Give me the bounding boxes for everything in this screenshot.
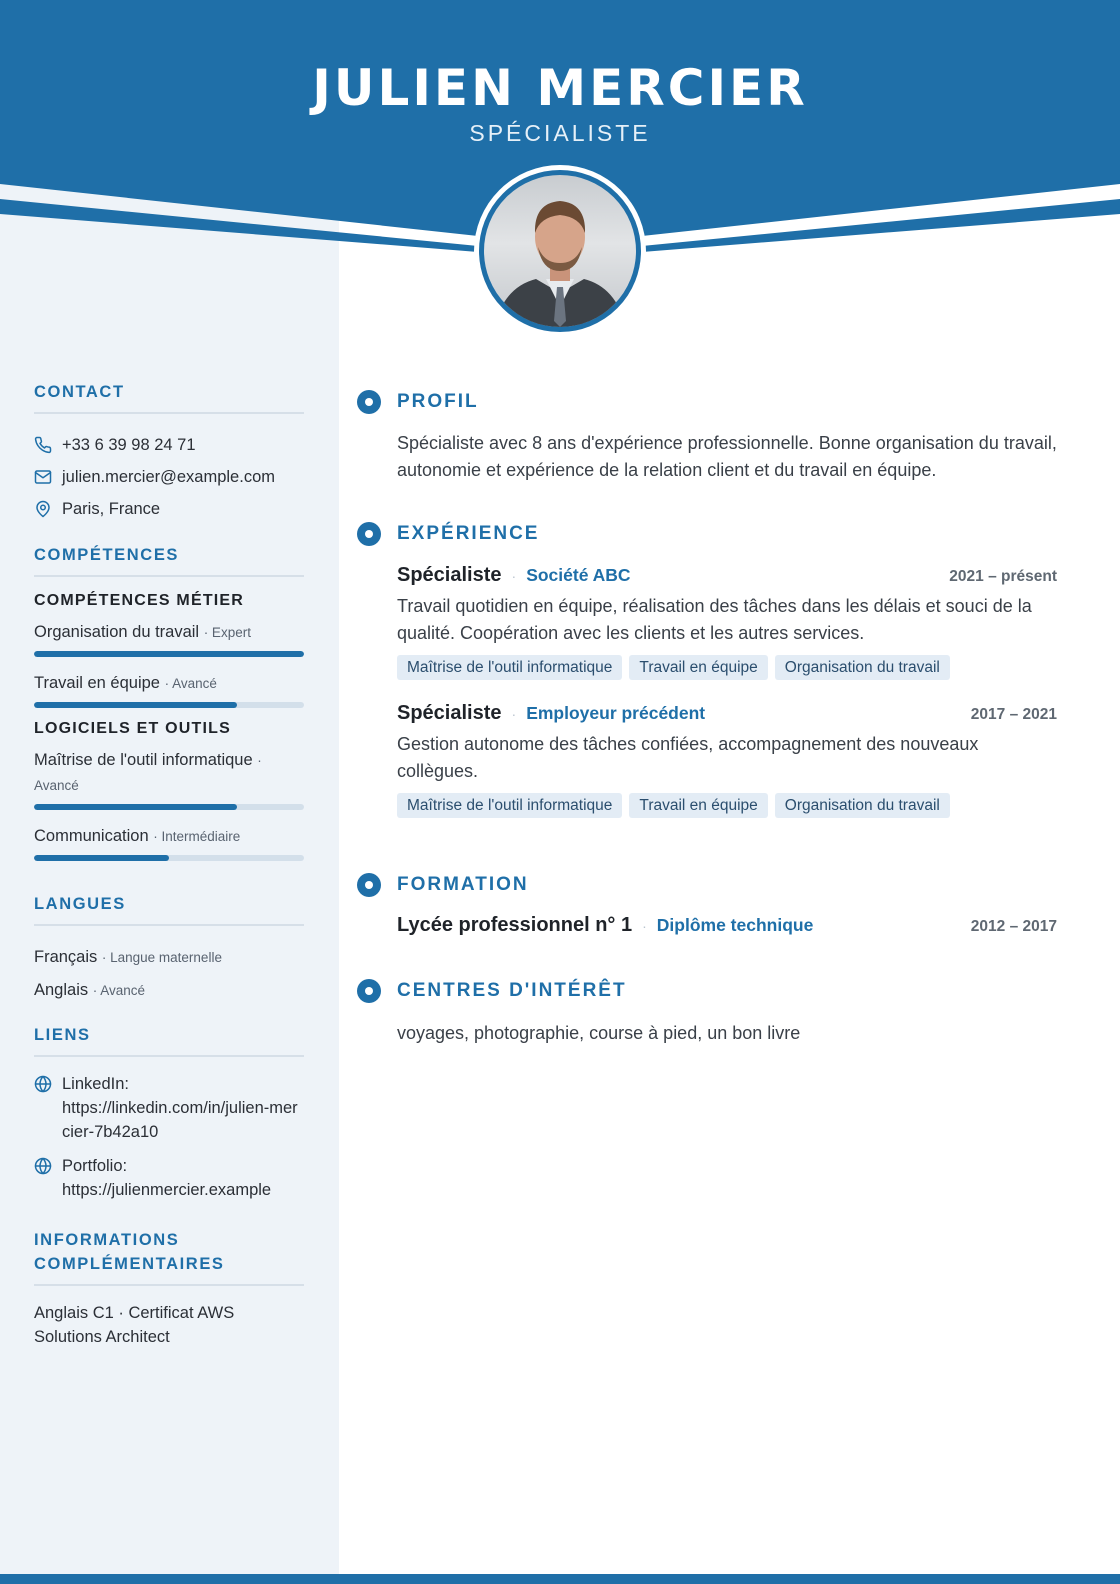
skill-item — [34, 748, 304, 798]
job-dates: 2021 – présent — [949, 568, 1057, 585]
skill-level: · Intermédiaire — [153, 829, 241, 844]
extra-info-text: Anglais C1 · Certificat AWS Solutions Architect — [34, 1304, 235, 1346]
interests-heading: CENTRES D'INTÉRÊT — [397, 980, 627, 1001]
link-portfolio[interactable] — [34, 1154, 304, 1202]
skill-bar-fill — [34, 702, 237, 708]
skill-tag: Travail en équipe — [629, 655, 767, 680]
interests-header — [357, 978, 1057, 1004]
skills-heading: COMPÉTENCES — [34, 543, 304, 577]
job-entry — [357, 564, 1057, 680]
link-linkedin[interactable] — [34, 1072, 304, 1144]
profile-header — [357, 389, 1057, 415]
mail-icon — [34, 468, 52, 486]
contact-phone[interactable] — [34, 429, 304, 461]
skill-level: · Expert — [203, 625, 251, 640]
education-school: Lycée professionnel n° 1 — [397, 914, 633, 936]
skill-tag: Travail en équipe — [629, 793, 767, 818]
avatar — [479, 170, 641, 332]
profile-section — [357, 389, 1057, 484]
separator-dot: · — [511, 706, 517, 722]
extra-info-section — [34, 1228, 304, 1349]
language-item — [34, 941, 304, 974]
languages-section — [34, 892, 304, 1007]
skill-bar — [34, 702, 304, 708]
skill-name: Maîtrise de l'outil informatique — [34, 751, 253, 769]
location-icon — [34, 500, 52, 518]
skill-bar-fill — [34, 855, 169, 861]
job-dates: 2017 – 2021 — [970, 706, 1057, 723]
skill-bar — [34, 804, 304, 810]
contact-section — [34, 380, 304, 525]
skill-level: · Avancé — [34, 753, 262, 793]
skill-tag: Organisation du travail — [775, 793, 950, 818]
skill-name: Travail en équipe — [34, 674, 160, 692]
profile-photo — [474, 165, 646, 337]
link-label: Portfolio: — [62, 1157, 128, 1175]
skill-item — [34, 620, 304, 645]
phone-value: +33 6 39 98 24 71 — [62, 435, 196, 454]
education-section — [357, 872, 1057, 937]
contact-email[interactable] — [34, 461, 304, 493]
language-item — [34, 974, 304, 1007]
education-header — [357, 872, 1057, 898]
job-header — [397, 702, 1057, 725]
extra-info-heading: INFORMATIONS COMPLÉMENTAIRES — [34, 1228, 304, 1286]
interests-section — [357, 978, 1057, 1047]
education-degree: Diplôme technique — [656, 915, 814, 935]
education-entry — [397, 914, 1057, 937]
skill-level: · Avancé — [164, 676, 217, 691]
section-bullet-icon — [357, 979, 381, 1003]
skill-tag: Organisation du travail — [775, 655, 950, 680]
job-tags — [397, 655, 1057, 680]
section-bullet-icon — [357, 873, 381, 897]
link-label: LinkedIn: — [62, 1075, 129, 1093]
languages-heading: LANGUES — [34, 892, 304, 926]
header — [0, 58, 1120, 147]
language-name: Français — [34, 948, 98, 966]
skills-group-title: COMPÉTENCES MÉTIER — [34, 592, 245, 609]
phone-icon — [34, 436, 52, 454]
experience-header — [357, 521, 1057, 547]
skill-name: Organisation du travail — [34, 623, 200, 641]
education-dates: 2012 – 2017 — [970, 918, 1057, 935]
section-bullet-icon — [357, 522, 381, 546]
skill-item — [34, 671, 304, 696]
profile-heading: PROFIL — [397, 391, 479, 412]
footer-bar — [0, 1574, 1120, 1584]
skill-bar — [34, 855, 304, 861]
skill-bar-fill — [34, 651, 304, 657]
skills-section — [34, 543, 304, 875]
links-heading: LIENS — [34, 1023, 304, 1057]
education-heading: FORMATION — [397, 874, 529, 895]
language-name: Anglais — [34, 981, 89, 999]
skill-bar — [34, 651, 304, 657]
skill-bar-fill — [34, 804, 237, 810]
link-text — [62, 1154, 271, 1202]
skills-group-title: LOGICIELS ET OUTILS — [34, 720, 232, 737]
job-description: Gestion autonome des tâches confiées, accompagnement des nouveaux collègues. — [397, 734, 979, 781]
contact-location — [34, 493, 304, 525]
section-bullet-icon — [357, 390, 381, 414]
separator-dot: · — [511, 568, 517, 584]
skill-item — [34, 824, 304, 849]
job-tags — [397, 793, 1057, 818]
separator-dot: · — [642, 918, 647, 934]
link-text — [62, 1072, 304, 1144]
job-description: Travail quotidien en équipe, réalisation des tâches dans les délais et souci de la qualité. Coopération avec les clients et les autres services. — [397, 596, 1032, 643]
location-value: Paris, France — [62, 499, 161, 518]
globe-icon — [34, 1157, 52, 1175]
language-level: · Avancé — [92, 983, 146, 998]
link-url[interactable]: https://linkedin.com/in/julien-mercier-7b42a10 — [62, 1099, 298, 1141]
job-role: Spécialiste — [397, 702, 502, 724]
globe-icon — [34, 1075, 52, 1093]
candidate-name: JULIEN MERCIER — [312, 59, 808, 117]
interests-text: voyages, photographie, course à pied, un bon livre — [397, 1023, 801, 1043]
job-role: Spécialiste — [397, 564, 502, 586]
profile-text: Spécialiste avec 8 ans d'expérience professionnelle. Bonne organisation du travail, autonomie et expérience de la relation client et du travail en équipe. — [397, 433, 1057, 480]
experience-heading: EXPÉRIENCE — [397, 523, 540, 544]
job-organization: Employeur précédent — [526, 703, 706, 723]
job-entry — [357, 702, 1057, 818]
contact-heading: CONTACT — [34, 380, 304, 414]
link-url[interactable]: https://julienmercier.example — [62, 1181, 272, 1199]
language-level: · Langue maternelle — [101, 950, 222, 965]
links-section — [34, 1023, 304, 1212]
email-value: julien.mercier@example.com — [62, 467, 275, 486]
skill-tag: Maîtrise de l'outil informatique — [397, 793, 622, 818]
skill-name: Communication — [34, 827, 149, 845]
experience-section — [357, 521, 1057, 818]
job-organization: Société ABC — [526, 565, 631, 585]
skill-tag: Maîtrise de l'outil informatique — [397, 655, 622, 680]
candidate-title: SPÉCIALISTE — [469, 120, 651, 146]
job-header — [397, 564, 1057, 587]
